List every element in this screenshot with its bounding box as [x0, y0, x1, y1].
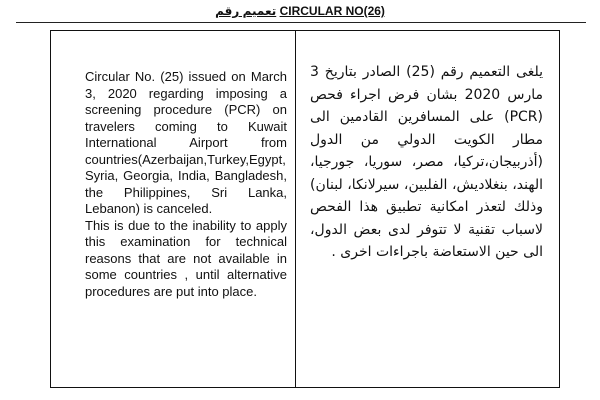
- english-column: [51, 31, 296, 387]
- circular-table: [50, 30, 560, 388]
- english-paragraph-1: Circular No. (25) issued on March 3, 2020 regarding imposing a screening procedure (PCR) on travelers coming to Kuwait International Airport from countries(Azerbaijan,Turkey,Egypt, Syria, Georgia, India, Bangladesh, the Philippines, Sri Lanka, Lebanon) is canceled.: [85, 69, 287, 216]
- english-paragraph-2: This is due to the inability to apply this examination for technical reasons that are not available in some countries , until alternative procedures are put into place.: [85, 217, 287, 299]
- arabic-paragraph: يلغى التعميم رقم (25) الصادر بتاريخ 3 مارس 2020 بشان فرض اجراء فحص (PCR) على المسافرين القادمين الى مطار الكويت الدولي من الدول (أذربيجان،تركيا، مصر، سوريا، جورجيا، الهند، بنغلاديش، الفلبين، سيرلانكا، لبنان) وذلك لتعذر امكانية تطبيق هذا الفحص لاسباب تقنية لا تتوفر لدى بعض الدول، الى حين الاستعاضة باجراءات اخرى .: [310, 64, 544, 260]
- header-title-english: CIRCULAR NO(26): [279, 4, 385, 18]
- header-title-arabic: تعميم رقم: [215, 4, 277, 18]
- document-header: [0, 0, 600, 24]
- header-divider: [16, 22, 586, 23]
- arabic-column: [296, 31, 559, 387]
